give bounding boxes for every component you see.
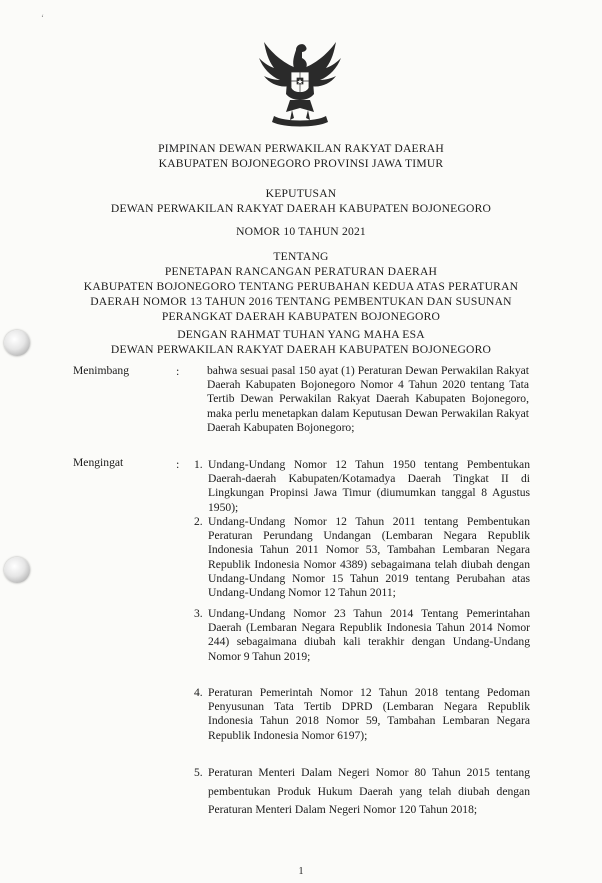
item-number: 4. <box>194 686 203 699</box>
list-item <box>194 515 530 600</box>
list-item <box>194 458 530 515</box>
punch-hole-bottom <box>4 557 30 583</box>
decree-heading <box>0 186 602 216</box>
blessing-line-2: DEWAN PERWAKILAN RAKYAT DAERAH KABUPATEN BOJONEGORO <box>110 343 492 356</box>
institution-line-2: KABUPATEN BOJONEGORO PROVINSI JAWA TIMUR <box>158 157 444 170</box>
menimbang-text: bahwa sesuai pasal 150 ayat (1) Peraturan Dewan Perwakilan Rakyat Daerah Kabupaten Bojonegoro Nomor 4 Tahun 2020 tentang Tata Tertib Dewan Perwakilan Rakyat Daerah Kabupaten Bojonegoro, maka perlu menetapkan dalam Keputusan Dewan Perwakilan Rakyat Daerah Kabupaten Bojonegoro; <box>207 364 529 434</box>
subject-heading <box>0 249 602 324</box>
subject-line-3: DAERAH NOMOR 13 TAHUN 2016 TENTANG PEMBENTUKAN DAN SUSUNAN <box>90 295 512 308</box>
item-number: 1. <box>194 458 203 471</box>
item-text: Undang-Undang Nomor 12 Tahun 1950 tentang Pembentukan Daerah-daerah Kabupaten/Kotamadya Daerah Tingkat II di Lingkungan Propinsi Jawa Timur (diumumkan tanggal 8 Agustus 1950); <box>208 458 530 514</box>
blessing-heading <box>0 327 602 357</box>
corner-mark: ‘ <box>41 13 44 23</box>
about-label: TENTANG <box>273 250 329 263</box>
garuda-emblem <box>256 38 344 130</box>
list-item <box>194 764 530 820</box>
punch-hole-top <box>4 330 30 356</box>
institution-line-1: PIMPINAN DEWAN PERWAKILAN RAKYAT DAERAH <box>158 142 444 155</box>
item-text: Undang-Undang Nomor 12 Tahun 2011 tentang Pembentukan Peraturan Perundang Undangan (Lembaran Negara Republik Indonesia Tahun 2011 Nomor 53, Tambahan Lembaran Negara Republik Indonesia Nomor 4389) sebagaimana telah diubah dengan Undang-Undang Nomor 15 Tahun 2019 tentang Perubahan atas Undang-Undang Nomor 12 Tahun 2011; <box>208 515 530 600</box>
blessing-line-1: DENGAN RAHMAT TUHAN YANG MAHA ESA <box>177 328 425 341</box>
mengingat-colon: : <box>176 457 180 471</box>
item-text: Peraturan Menteri Dalam Negeri Nomor 80 Tahun 2015 tentang pembentukan Produk Hukum Daerah yang telah diubah dengan Peraturan Menteri Dalam Negeri Nomor 120 Tahun 2018; <box>208 766 530 816</box>
item-number: 5. <box>194 766 203 779</box>
item-number: 2. <box>194 515 203 528</box>
menimbang-label: Menimbang <box>73 364 130 377</box>
item-text: Peraturan Pemerintah Nomor 12 Tahun 2018 tentang Pedoman Penyusunan Tata Tertib DPRD (Lembaran Negara Republik Indonesia Tahun 2018 Nomor 59, Tambahan Lembaran Negara Republik Indonesia Nomor 6197); <box>208 686 530 742</box>
institution-heading <box>0 141 602 171</box>
subject-line-4: PERANGKAT DAERAH KABUPATEN BOJONEGORO <box>161 310 441 323</box>
decree-number <box>0 224 602 239</box>
menimbang-colon: : <box>176 364 180 378</box>
mengingat-label: Mengingat <box>73 456 124 469</box>
decree-label: KEPUTUSAN <box>265 187 337 200</box>
subject-line-1: PENETAPAN RANCANGAN PERATURAN DAERAH <box>164 265 438 278</box>
subject-line-2: KABUPATEN BOJONEGORO TENTANG PERUBAHAN KEDUA ATAS PERATURAN <box>83 280 519 293</box>
item-text: Undang-Undang Nomor 23 Tahun 2014 Tentang Pemerintahan Daerah (Lembaran Negara Republik Indonesia Tahun 2014 Nomor 244) sebagaimana diubah kali terakhir dengan Undang-Undang Nomor 9 Tahun 2019; <box>208 607 530 663</box>
list-item <box>194 686 530 743</box>
page-number: 1 <box>298 866 304 877</box>
item-number: 3. <box>194 607 203 620</box>
list-item <box>194 607 530 664</box>
decree-number-text: NOMOR 10 TAHUN 2021 <box>236 225 366 238</box>
decree-issuer: DEWAN PERWAKILAN RAKYAT DAERAH KABUPATEN BOJONEGORO <box>110 202 492 215</box>
